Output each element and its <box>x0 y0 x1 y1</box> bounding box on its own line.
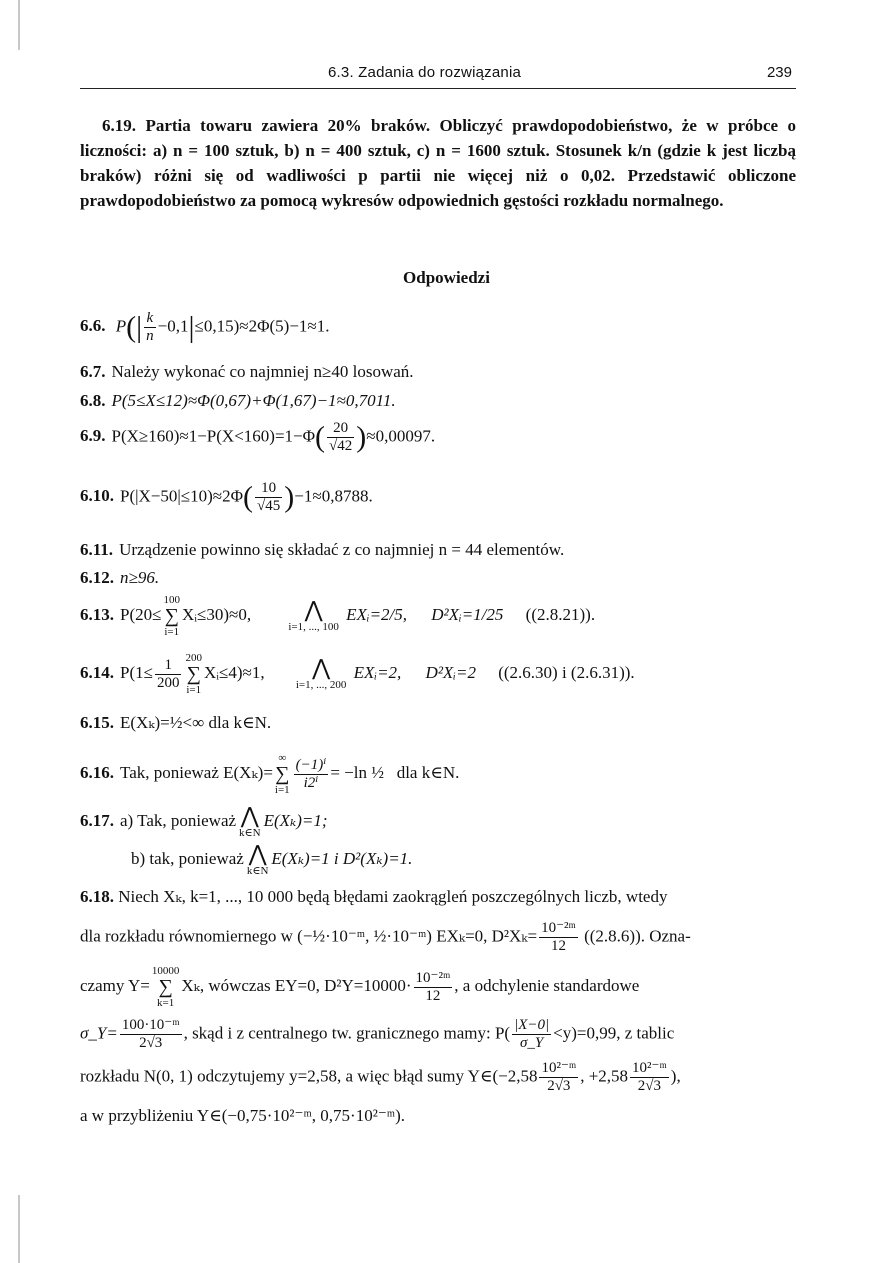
answer-6-11: 6.11. Urządzenie powinno się składać z co najmniej n = 44 elementów. <box>80 540 565 559</box>
answer-6-12: 6.12. n≥96. <box>80 568 160 587</box>
answer-6-18: 6.18. Niech Xₖ, k=1, ..., 10 000 będą błędami zaokrągleń poszczególnych liczb, wtedy dla rozkładu równomiernego w (−½·10⁻ᵐ, ½·10⁻ᵐ) EXₖ=0, D²Xₖ= $\frac{\text{10⁻²ᵐ}}{12}$ ((2.8.6)). Ozna- czamy Y=10000 ∑ k=1Xₖ, wówczas EY=0, D²Y=10000· $\frac{\text{10⁻²ᵐ}}{12}$ , a odchylenie standardowe σ_Y= $\frac{\text{100·10⁻ᵐ}}{2√3}$ , skąd i z centralnego tw. granicznego mamy: P( $\frac{|X-0|}{\sigma\_Y}$ <y)=0,99, z tablic rozkładu N(0, 1) odczytujemy y=2,58, a więc błąd sumy Y∈(−2,58 $\frac{\text{10²⁻ᵐ}}{2√3}$ , +2,58 $\frac{\text{10²⁻ᵐ}}{2√3}$ ), a w przybliżeniu Y∈(−0,75·10²⁻ᵐ, 0,75·10²⁻ᵐ). <box>80 887 691 1125</box>
page-edge-top <box>18 0 20 50</box>
page-number: 239 <box>766 64 792 81</box>
answer-6-8: 6.8. P(5≤X≤12)≈Φ(0,67)+Φ(1,67)−1≈0,7011. <box>80 391 396 410</box>
answer-6-17a: 6.17. a) Tak, ponieważ ⋀ k∈NE(Xₖ)=1; <box>80 803 328 839</box>
answer-6-9: 6.9. P(X≥160)≈1−P(X<160)=1−Φ( $\frac{20}{√42}$ )≈0,00097. <box>80 420 436 454</box>
answer-6-6: 6.6. P(| $\frac{k}{n}$ −0,1|≤0,15)≈2Φ(5)−1≈1. <box>80 310 330 344</box>
problem-text: Partia towaru zawiera 20% braków. Obliczyć prawdopodobieństwo, że w próbce o liczności: a) n = 100 sztuk, b) n = 400 sztuk, c) n = 1600 sztuk. Stosunek k/n (gdzie k jest liczbą braków) różni się od wadliwości p partii nie więcej niż o 0,02. Przedstawić obliczone prawdopodobieństwo za pomocą wykresów odpowiednich gęstości rozkładu normalnego. <box>80 116 796 210</box>
problem-6-19 <box>80 113 796 213</box>
answer-number: 6.6. <box>80 316 106 336</box>
answer-6-15: 6.15. E(Xₖ)=½<∞ dla k∈N. <box>80 713 272 732</box>
header-title: 6.3. Zadania do rozwiązania <box>328 64 522 81</box>
running-header <box>80 64 796 89</box>
answer-6-16: 6.16. Tak, ponieważ E(Xₖ)=∞ ∑ i=1 $\frac{\text{(−1)ⁱ}}{\text{i2ⁱ}}$ = −ln ½ dla k∈N. <box>80 752 460 796</box>
answer-6-10: 6.10. P(|X−50|≤10)≈2Φ( $\frac{10}{√45}$ )−1≈0,8788. <box>80 480 373 514</box>
answer-6-6-tail: ≤0,15)≈2Φ(5)−1≈1. <box>194 316 330 336</box>
problem-number: 6.19. <box>102 116 136 135</box>
answer-6-7: 6.7. Należy wykonać co najmniej n≥40 losowań. <box>80 362 414 381</box>
answer-6-14: 6.14. P(1≤ $\frac{1}{200}$ 200 ∑ i=1Xᵢ≤4)≈1, ⋀ i=1, ..., 200 EXᵢ=2, D²Xᵢ=2 ((2.6.30) i (2.6.31)). <box>80 652 635 696</box>
page-edge-bottom <box>18 1195 20 1263</box>
answer-6-13: 6.13. P(20≤100 ∑ i=1Xᵢ≤30)≈0, ⋀ i=1, ..., 100 EXᵢ=2/5, D²Xᵢ=1/25 ((2.8.21)). <box>80 594 596 638</box>
answers-heading: Odpowiedzi <box>403 268 490 287</box>
answer-6-17b: b) tak, ponieważ ⋀ k∈NE(Xₖ)=1 i D²(Xₖ)=1. <box>131 841 413 877</box>
